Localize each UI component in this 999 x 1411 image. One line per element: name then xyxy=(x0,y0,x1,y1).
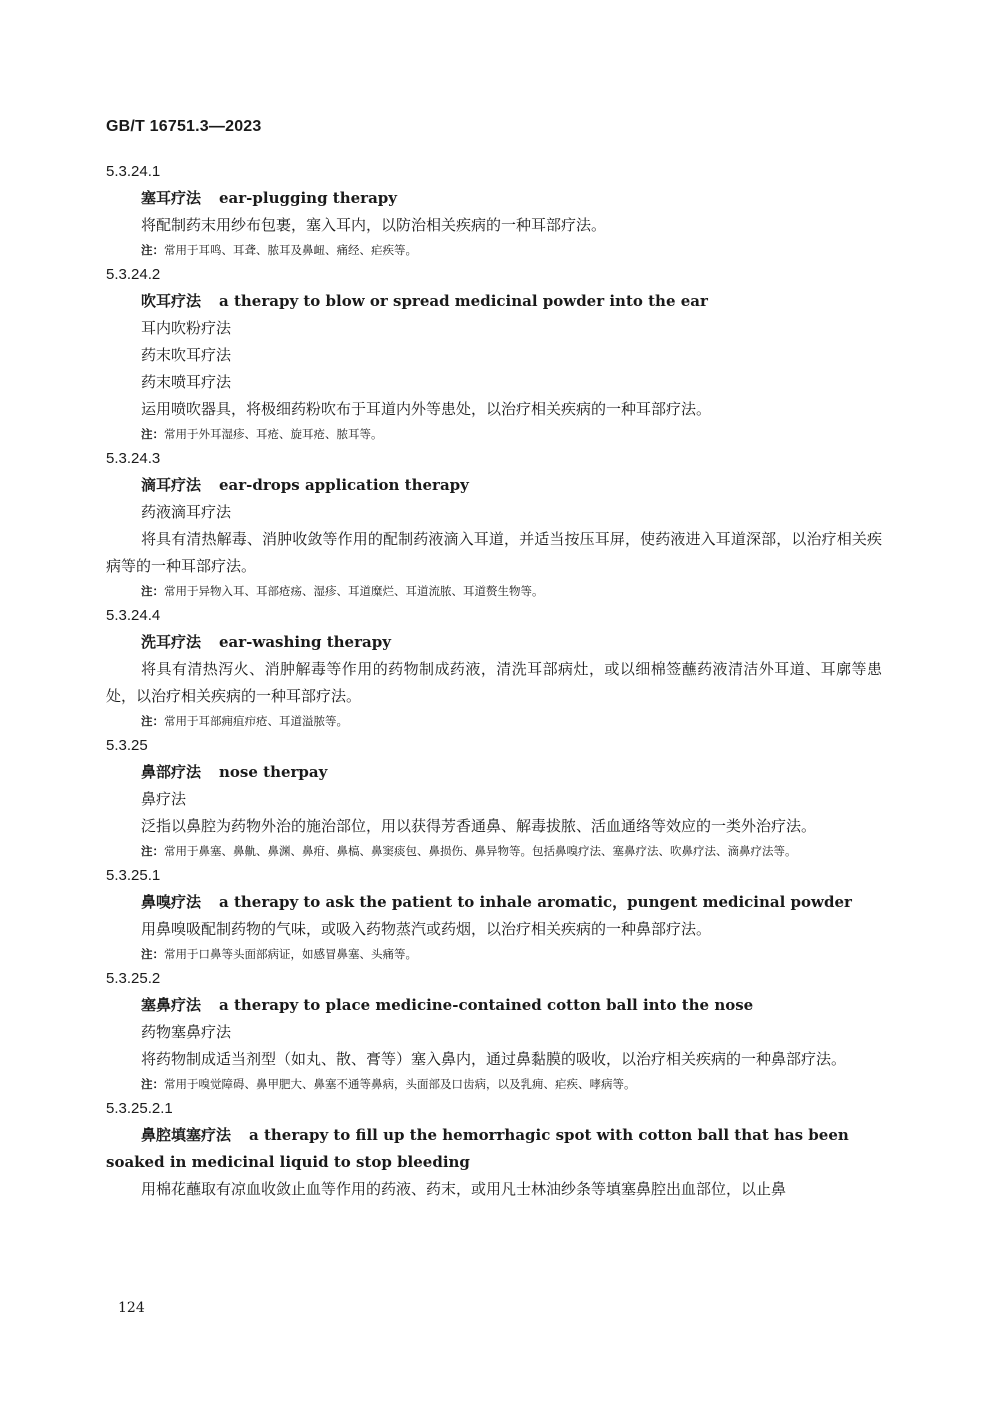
term-line xyxy=(106,1122,882,1176)
term-note xyxy=(141,1073,882,1095)
term-note xyxy=(141,580,882,602)
term-chinese: 鼻部疗法 xyxy=(141,763,202,781)
term-synonym: 药液滴耳疗法 xyxy=(141,503,232,521)
term-line xyxy=(141,629,882,656)
term-definition: 将具有清热解毒、消肿收敛等作用的配制药液滴入耳道，并适当按压耳屏，使药液进入耳道深部，以治疗相关疾病等的一种耳部疗法。 xyxy=(106,530,882,575)
clause-number: 5.3.25.2.1 xyxy=(106,1100,173,1117)
note-label: 注： xyxy=(141,584,164,598)
term-chinese: 鼻腔填塞疗法 xyxy=(141,1126,232,1144)
note-text: 常用于耳部痈疽疖疮、耳道溢脓等。 xyxy=(164,714,348,728)
term-synonym: 药末吹耳疗法 xyxy=(141,346,232,364)
term-english: ear-plugging therapy xyxy=(219,189,397,207)
term-english: ear-washing therapy xyxy=(219,633,391,651)
note-text: 常用于口鼻等头面部病证，如感冒鼻塞、头痛等。 xyxy=(164,947,417,961)
term-note xyxy=(141,840,882,862)
term-chinese: 塞耳疗法 xyxy=(141,189,202,207)
term-line xyxy=(141,759,882,786)
note-text: 常用于耳鸣、耳聋、脓耳及鼻衄、痛经、疟疾等。 xyxy=(164,243,417,257)
clause-number: 5.3.24.1 xyxy=(106,163,161,180)
term-note xyxy=(141,239,882,261)
note-label: 注： xyxy=(141,844,164,858)
note-text: 常用于鼻塞、鼻鼽、鼻渊、鼻疳、鼻槁、鼻窦痰包、鼻损伤、鼻异物等。包括鼻嗅疗法、塞鼻疗法、吹鼻疗法、滴鼻疗法等。 xyxy=(164,844,797,858)
term-line xyxy=(141,185,882,212)
note-label: 注： xyxy=(141,947,164,961)
note-text: 常用于嗅觉障碍、鼻甲肥大、鼻塞不通等鼻病，头面部及口齿病，以及乳痈、疟疾、哮病等。 xyxy=(164,1077,636,1091)
term-synonym: 药物塞鼻疗法 xyxy=(141,1023,232,1041)
term-chinese: 吹耳疗法 xyxy=(141,292,202,310)
note-text: 常用于外耳湿疹、耳疮、旋耳疮、脓耳等。 xyxy=(164,427,383,441)
term-definition: 将配制药末用纱布包裹，塞入耳内，以防治相关疾病的一种耳部疗法。 xyxy=(141,216,607,234)
term-definition: 将药物制成适当剂型（如丸、散、膏等）塞入鼻内，通过鼻黏膜的吸收，以治疗相关疾病的一种鼻部疗法。 xyxy=(141,1050,847,1068)
clause-number: 5.3.25.1 xyxy=(106,867,161,884)
term-synonym: 耳内吹粉疗法 xyxy=(141,319,232,337)
term-note xyxy=(141,943,882,965)
term-definition: 泛指以鼻腔为药物外治的施治部位，用以获得芳香通鼻、解毒拔脓、活血通络等效应的一类外治疗法。 xyxy=(141,817,817,835)
term-definition: 用棉花蘸取有凉血收敛止血等作用的药液、药末，或用凡士林油纱条等填塞鼻腔出血部位，以止鼻 xyxy=(141,1180,787,1198)
term-definition: 运用喷吹器具，将极细药粉吹布于耳道内外等患处，以治疗相关疾病的一种耳部疗法。 xyxy=(141,400,712,418)
term-chinese: 鼻嗅疗法 xyxy=(141,893,202,911)
clause-number: 5.3.25.2 xyxy=(106,970,161,987)
standard-code-header: GB/T 16751.3—2023 xyxy=(106,118,262,135)
term-line xyxy=(141,288,882,315)
term-line xyxy=(141,889,882,916)
term-english: a therapy to blow or spread medicinal powder into the ear xyxy=(219,292,708,310)
term-chinese: 滴耳疗法 xyxy=(141,476,202,494)
note-label: 注： xyxy=(141,427,164,441)
clause-number: 5.3.25 xyxy=(106,737,148,754)
term-definition: 用鼻嗅吸配制药物的气味，或吸入药物蒸汽或药烟，以治疗相关疾病的一种鼻部疗法。 xyxy=(141,920,712,938)
term-chinese: 洗耳疗法 xyxy=(141,633,202,651)
term-note xyxy=(141,423,882,445)
term-english: ear-drops application therapy xyxy=(219,476,469,494)
clause-number: 5.3.24.3 xyxy=(106,450,161,467)
term-synonym: 药末喷耳疗法 xyxy=(141,373,232,391)
note-label: 注： xyxy=(141,714,164,728)
term-note xyxy=(141,710,882,732)
note-text: 常用于异物入耳、耳部疮疡、湿疹、耳道糜烂、耳道流脓、耳道赘生物等。 xyxy=(164,584,544,598)
note-label: 注： xyxy=(141,1077,164,1091)
term-synonym: 鼻疗法 xyxy=(141,790,187,808)
note-label: 注： xyxy=(141,243,164,257)
term-english: a therapy to ask the patient to inhale aromatic，pungent medicinal powder xyxy=(219,893,852,911)
term-chinese: 塞鼻疗法 xyxy=(141,996,202,1014)
term-english: nose therpay xyxy=(219,763,328,781)
term-line xyxy=(141,992,882,1019)
document-body xyxy=(106,158,882,1203)
term-definition: 将具有清热泻火、消肿解毒等作用的药物制成药液，清洗耳部病灶，或以细棉签蘸药液清洁外耳道、耳廓等患处，以治疗相关疾病的一种耳部疗法。 xyxy=(106,660,882,705)
term-english: a therapy to fill up the hemorrhagic spot with cotton ball that has been soaked in medicinal liquid to stop bleeding xyxy=(106,1126,849,1171)
clause-number: 5.3.24.2 xyxy=(106,266,161,283)
clause-number: 5.3.24.4 xyxy=(106,607,161,624)
term-line xyxy=(141,472,882,499)
term-english: a therapy to place medicine-contained cotton ball into the nose xyxy=(219,996,754,1014)
page-number: 124 xyxy=(118,1300,145,1316)
